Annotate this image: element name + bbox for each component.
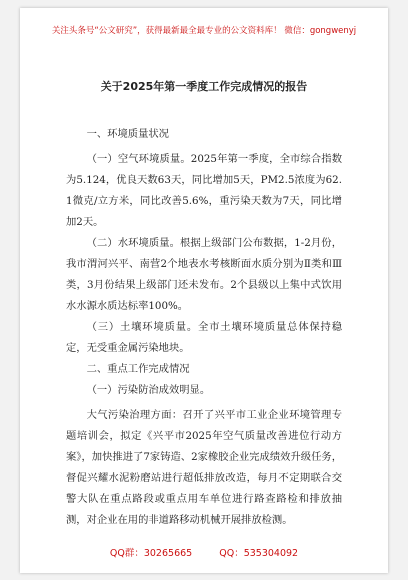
- subsection-heading: （一）污染防治成效明显。: [86, 384, 211, 396]
- qq-number: QQ：535304092: [219, 548, 299, 559]
- contact-footer: [20, 545, 388, 559]
- section-heading: 二、重点工作完成情况: [86, 363, 190, 375]
- qq-group: QQ群：30265665: [109, 548, 193, 559]
- paragraph: 大气污染治理方面：召开了兴平市工业企业环境管理专题培训会，拟定《兴平市2025年空气质量改善进位行动方案》，加快推进了7家铸造、2家橡胶企业完成绩效升级任务，督促兴耀水泥粉磨站进行超低排放改造，每月不定期联合交警大队在重点路段或重点用车单位进行路查路检和排放抽测，对企业在用的非道路移动机械开展排放检测。: [66, 409, 342, 526]
- document-page: [20, 8, 388, 573]
- document-title: 关于2025年第一季度工作完成情况的报告: [100, 80, 308, 93]
- document-body: [66, 124, 342, 531]
- section-heading: 一、环境质量状况: [86, 128, 169, 140]
- paragraph: （二）水环境质量。根据上级部门公布数据，1-2月份，我市渭河兴平、南营2个地表水考核断面水质分别为Ⅱ类和Ⅲ类，3月份结果上级部门还未发布。2个县级以上集中式饮用水水源水质达标率100%。: [66, 237, 342, 312]
- paragraph: （三）土壤环境质量。全市土壤环境质量总体保持稳定，无受重金属污染地块。: [66, 321, 342, 354]
- paragraph: （一）空气环境质量。2025年第一季度，全市综合指数为5.124，优良天数63天，同比增加5天，PM2.5浓度为62.1微克/立方米，同比改善5.6%，重污染天数为7天，同比增加2天。: [66, 153, 342, 228]
- promo-header: 关注头条号“公文研究”，获得最新最全最专业的公文资料库！ 微信：gongwenyj: [51, 26, 357, 36]
